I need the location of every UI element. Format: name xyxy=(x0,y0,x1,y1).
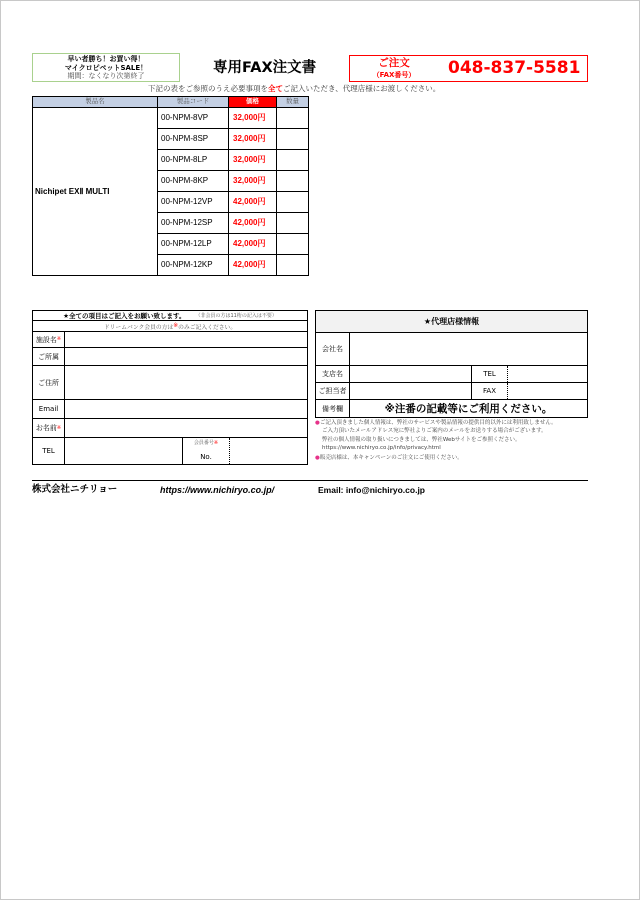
agent-fax-field xyxy=(507,383,587,399)
member-no-label: No. xyxy=(200,453,212,461)
contact-label-cell xyxy=(316,383,350,399)
fax-number: 048-837-5581 xyxy=(448,58,581,78)
facility-field xyxy=(65,332,307,347)
product-price: 42,000円 xyxy=(229,213,277,234)
tel-field xyxy=(65,438,182,464)
tel-label-cell xyxy=(33,438,65,464)
member-note-row xyxy=(33,321,307,332)
product-price: 32,000円 xyxy=(229,150,277,171)
name-label-cell xyxy=(33,419,65,437)
product-price: 42,000円 xyxy=(229,192,277,213)
product-price: 42,000円 xyxy=(229,255,277,276)
customer-info-form xyxy=(32,310,308,465)
sale-headline: 早い者勝ち！お買い得！ xyxy=(67,55,145,63)
product-code: 00-NPM-8SP xyxy=(158,129,229,150)
page-title: 専用FAX注文書 xyxy=(213,60,317,76)
branch-label-cell xyxy=(316,366,350,382)
note-line xyxy=(315,436,557,444)
header-price: 価格 xyxy=(229,97,277,108)
product-code: 00-NPM-12KP xyxy=(158,255,229,276)
product-price: 32,000円 xyxy=(229,129,277,150)
sale-banner xyxy=(32,53,180,82)
product-code: 00-NPM-8VP xyxy=(158,108,229,129)
facility-required-mark: ※ xyxy=(56,336,62,342)
company-field xyxy=(350,333,587,365)
contact-row xyxy=(316,383,587,400)
header-product-code: 製品コード xyxy=(158,97,229,108)
instruction-before: 下記の表をご参照のうえ必要事項を xyxy=(148,84,268,93)
note-bullet: ● xyxy=(315,420,320,426)
department-label: ご所属 xyxy=(38,352,59,361)
header-quantity: 数量 xyxy=(277,97,309,108)
product-table xyxy=(32,96,309,276)
note-bullet: ● xyxy=(315,455,320,462)
quantity-cell xyxy=(277,129,309,150)
agent-form-header xyxy=(316,311,587,333)
privacy-notes xyxy=(315,419,557,463)
member-id-mark: ※ xyxy=(213,440,219,446)
company-label: 会社名 xyxy=(322,345,343,353)
agent-tel-field xyxy=(507,366,587,382)
tel-row xyxy=(33,438,307,464)
department-label-cell xyxy=(33,348,65,365)
note-text: ご記入頂きました個人情報は、弊社のサービスや製品情報の提供目的以外には利用致しません。 xyxy=(319,420,557,426)
member-id-cell xyxy=(182,438,229,464)
product-name: Nichipet EXⅡ MULTI xyxy=(33,108,158,276)
branch-field xyxy=(350,366,471,382)
note-text: 販売店様は、本キャンペーンのご注文にご使用ください。 xyxy=(319,455,463,462)
note-text: 弊社の個人情報の取り扱いにつきましては、弊社Webサイトをご参照ください。 xyxy=(322,436,521,443)
sale-product: マイクロピペットSALE！ xyxy=(64,63,148,72)
email-label: Email xyxy=(38,405,59,413)
footer-url: https://www.nichiryo.co.jp/ xyxy=(160,485,275,495)
sale-period: 期間：なくなり次第終了 xyxy=(67,72,145,81)
company-label-cell xyxy=(316,333,350,365)
address-field xyxy=(65,366,307,399)
customer-form-title: ★全ての項目はご記入をお願い致します。 xyxy=(63,312,186,320)
quantity-cell xyxy=(277,255,309,276)
agent-tel-label-cell xyxy=(471,366,507,382)
product-price: 32,000円 xyxy=(229,108,277,129)
product-price: 32,000円 xyxy=(229,171,277,192)
order-label: ご注文 xyxy=(378,57,410,69)
fax-number-caption: （FAX番号） xyxy=(372,71,416,79)
footer-company: 株式会社ニチリョー xyxy=(32,484,118,495)
footer-email: Email: info@nichiryo.co.jp xyxy=(318,485,425,495)
remarks-note: ※注番の記載等にご利用ください。 xyxy=(384,403,553,415)
member-id-caption xyxy=(194,440,218,447)
department-field xyxy=(65,348,307,365)
header-product-name: 製品名 xyxy=(33,97,158,108)
name-required-mark: ※ xyxy=(56,424,62,431)
address-row xyxy=(33,366,307,400)
remarks-label: 備考欄 xyxy=(322,404,343,413)
product-code: 00-NPM-8KP xyxy=(158,171,229,192)
footer-divider xyxy=(32,480,588,481)
note-text: ご入力頂いたメールアドレス宛に弊社よりご案内のメールをお送りする場合がございます。 xyxy=(322,428,547,435)
member-note-before: ドリームバンク会員の方は xyxy=(103,324,174,331)
remarks-row xyxy=(316,400,587,417)
tel-label: TEL xyxy=(42,447,55,455)
product-row xyxy=(33,108,309,129)
facility-label: 施設名 xyxy=(35,335,57,344)
email-field xyxy=(65,400,307,418)
quantity-cell xyxy=(277,192,309,213)
customer-form-note: （非会員の方は11桁の記入は不要） xyxy=(195,313,277,319)
quantity-cell xyxy=(277,213,309,234)
member-note-mark: ※ xyxy=(173,323,179,329)
quantity-cell xyxy=(277,150,309,171)
agent-fax-label: FAX xyxy=(483,387,496,395)
remarks-label-cell xyxy=(316,400,350,417)
name-field xyxy=(65,419,307,437)
note-line xyxy=(315,427,557,435)
quantity-cell xyxy=(277,108,309,129)
member-id-field xyxy=(229,438,307,464)
member-note-after: のみご記入ください。 xyxy=(178,324,237,331)
customer-form-header xyxy=(33,311,307,321)
email-row xyxy=(33,400,307,419)
agent-fax-label-cell xyxy=(471,383,507,399)
note-line xyxy=(315,444,557,452)
company-row xyxy=(316,333,587,366)
agent-tel-label: TEL xyxy=(483,370,496,378)
address-label-cell xyxy=(33,366,65,399)
note-line xyxy=(315,454,557,462)
contact-field xyxy=(350,383,471,399)
product-table-header xyxy=(33,97,309,108)
name-label: お名前 xyxy=(35,424,57,432)
email-label-cell xyxy=(33,400,65,418)
note-line xyxy=(315,419,557,427)
fax-number-box xyxy=(349,55,588,82)
agent-form-title: ★代理店様情報 xyxy=(423,317,480,326)
instruction-text xyxy=(148,84,440,94)
member-id-label: 会員番号 xyxy=(193,440,214,446)
name-row xyxy=(33,419,307,438)
facility-row xyxy=(33,332,307,348)
department-row xyxy=(33,348,307,366)
contact-label: ご担当者 xyxy=(318,387,347,395)
branch-row xyxy=(316,366,587,383)
address-label: ご住所 xyxy=(38,378,59,387)
privacy-url: https://www.nichiryo.co.jp/info/privacy.html xyxy=(322,445,441,452)
product-code: 00-NPM-8LP xyxy=(158,150,229,171)
product-code: 00-NPM-12LP xyxy=(158,234,229,255)
quantity-cell xyxy=(277,234,309,255)
agent-info-form xyxy=(315,310,588,418)
product-code: 00-NPM-12VP xyxy=(158,192,229,213)
product-price: 42,000円 xyxy=(229,234,277,255)
quantity-cell xyxy=(277,171,309,192)
branch-label: 支店名 xyxy=(322,370,343,378)
instruction-after: ご記入いただき、代理店様にお渡しください。 xyxy=(283,84,441,93)
instruction-emphasis: 全て xyxy=(268,84,283,93)
facility-label-cell xyxy=(33,332,65,347)
product-code: 00-NPM-12SP xyxy=(158,213,229,234)
